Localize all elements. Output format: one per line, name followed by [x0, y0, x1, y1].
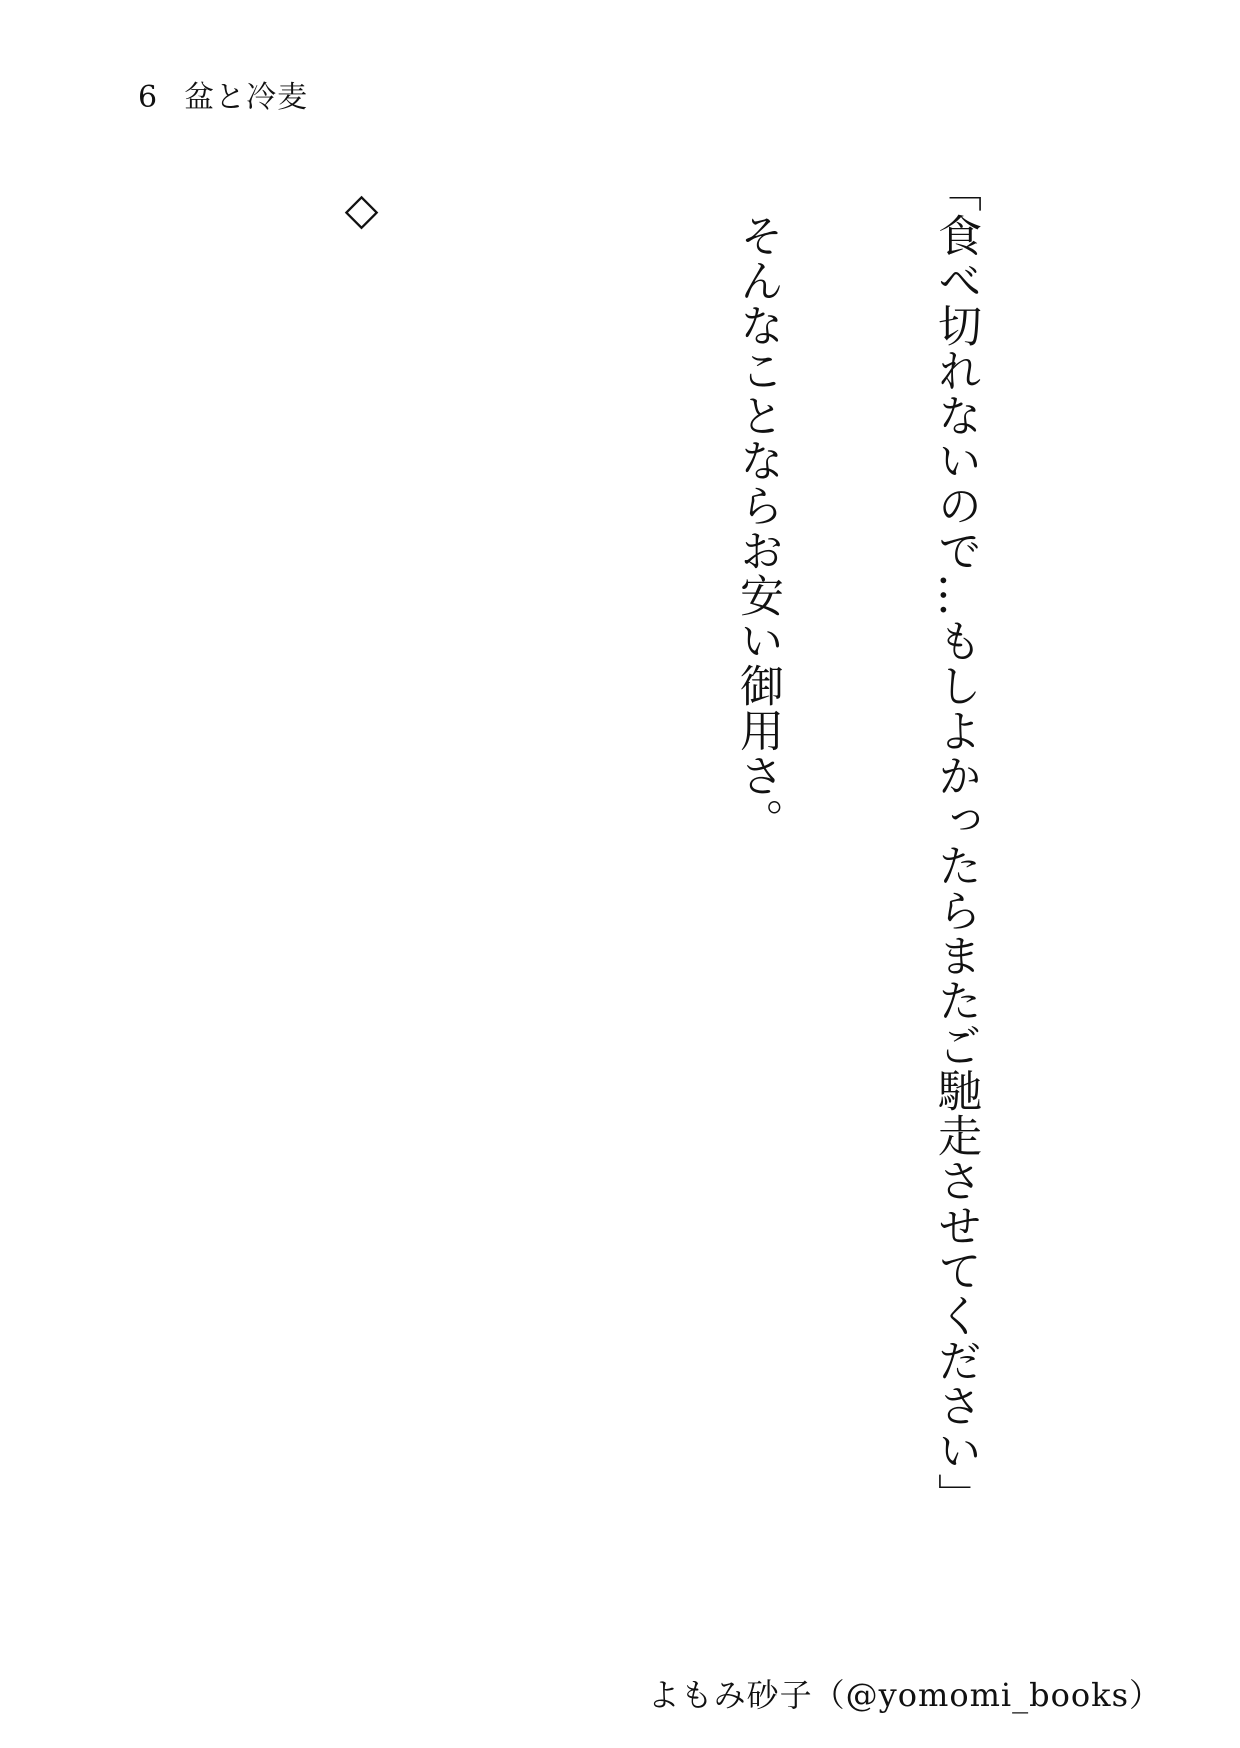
- text-line: [130, 168, 196, 1648]
- text-line: そんなことならお安い御用さ。: [732, 168, 783, 843]
- text-line: [526, 168, 592, 1648]
- body-text: [120, 168, 1120, 1648]
- page-header: [138, 72, 308, 116]
- section-break-mark: ◇: [336, 184, 387, 236]
- text-line: 「食べ切れないので…もしよかったらまたご馳走させてください」: [930, 168, 981, 1518]
- author-credit: よもみ砂子（@yomomi_books）: [647, 1676, 1162, 1714]
- page-number: 6: [138, 80, 159, 115]
- chapter-title: 盆と冷麦: [184, 80, 309, 115]
